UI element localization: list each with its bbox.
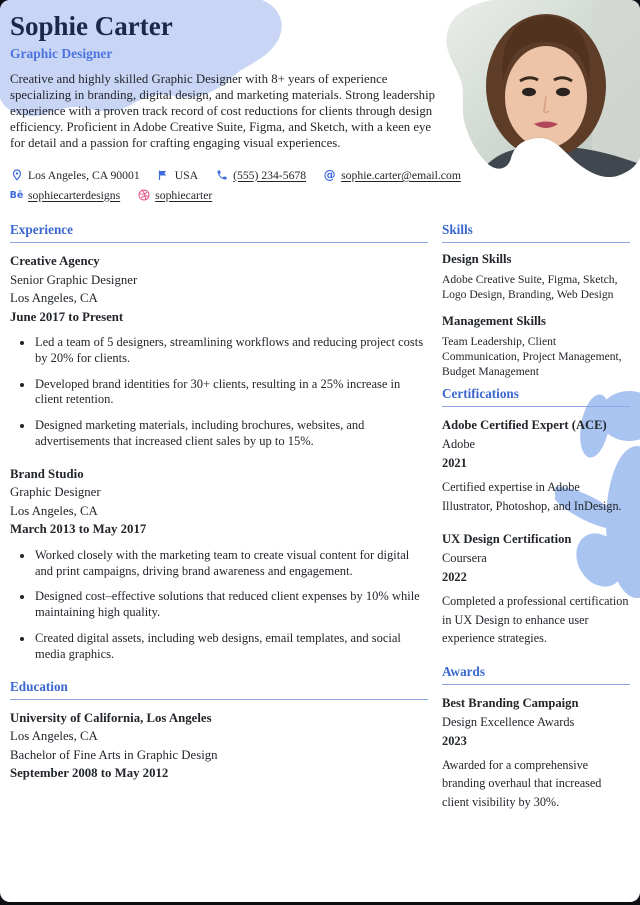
job-location: Los Angeles, CA	[10, 503, 98, 518]
job-title: Graphic Designer	[10, 46, 113, 61]
award-description: Awarded for a comprehensive branding overhaul that increased client visibility by 30%.	[442, 757, 602, 809]
certification-year: 2022	[442, 570, 467, 584]
certification-issuer: Adobe	[442, 437, 476, 451]
contact-location: Los Angeles, CA 90001	[10, 169, 140, 182]
job-dates: June 2017 to Present	[10, 309, 124, 324]
location-pin-icon	[10, 169, 23, 182]
bullet-item: • Designed marketing materials, including brochures, websites, and advertisements that increased client sales by up to 15%.	[34, 418, 428, 450]
contact-dribbble[interactable]: sophiecarter	[137, 189, 212, 202]
job-location: Los Angeles, CA	[10, 291, 98, 305]
experience-heading: Experience	[10, 221, 428, 243]
summary-text: Creative and highly skilled Graphic Designer with 8+ years of experience specializing in branding, digital design, and marketing materials. Strong leadership experience with a proven track record of cost reductions for clients through design efficiency. Proficient in Adobe Creative Suite, Figma, and Sketch, with a keen eye for detail and a passion for crafting engaging visual experiences.	[10, 72, 436, 150]
school-name: University of California, Los Angeles	[10, 710, 212, 725]
skills-list: Adobe Creative Suite, Figma, Sketch, Logo Design, Branding, Web Design	[442, 273, 618, 301]
award-title: Best Branding Campaign	[442, 695, 579, 710]
certification-description: Completed a professional certification in UX Design to enhance user experience strategies.	[442, 594, 629, 645]
phone-icon	[215, 169, 228, 182]
bullet-item: • Led a team of 5 designers, streamlining workflows and reducing project costs by 20% for clients.	[34, 335, 428, 367]
degree: Bachelor of Fine Arts in Graphic Design	[10, 747, 218, 762]
dribbble-icon	[137, 189, 150, 202]
bullet-item: • Worked closely with the marketing team to create visual content for digital and print campaigns, driving brand awareness and engagement.	[34, 548, 428, 580]
certification-year: 2021	[442, 456, 467, 470]
contact-behance[interactable]: Bē sophiecarterdesigns	[9, 188, 121, 202]
job-dates: March 2013 to May 2017	[10, 522, 147, 537]
job-bullets	[10, 548, 428, 663]
skills-group	[442, 252, 630, 302]
certification-issuer: Coursera	[442, 551, 487, 565]
contact-email[interactable]: @ sophie.carter@email.com	[323, 168, 461, 182]
bullet-item: • Developed brand identities for 30+ clients, resulting in a 25% increase in client retention.	[34, 377, 428, 409]
school-location: Los Angeles, CA	[10, 729, 98, 744]
certification-title: Adobe Certified Expert (ACE)	[442, 418, 607, 432]
certification-entry	[442, 416, 630, 515]
award-entry	[442, 694, 630, 812]
bullet-item: • Created digital assets, including web designs, email templates, and social media graphics.	[34, 631, 428, 663]
skills-heading: Skills	[442, 221, 630, 243]
contact-info	[10, 165, 628, 205]
award-year: 2023	[442, 733, 467, 748]
certification-entry	[442, 530, 630, 648]
flag-icon	[157, 169, 170, 182]
certification-title: UX Design Certification	[442, 532, 572, 546]
skills-list: Team Leadership, Client Communication, Project Management, Budget Management	[442, 335, 622, 378]
awards-heading: Awards	[442, 663, 630, 685]
certification-description: Certified expertise in Adobe Illustrator, Photoshop, and InDesign.	[442, 480, 622, 513]
experience-entry	[10, 465, 428, 663]
award-issuer: Design Excellence Awards	[442, 714, 575, 729]
bullet-item: • Designed cost–effective solutions that reduced client expenses by 10% while maintaining high quality.	[34, 589, 428, 621]
education-heading: Education	[10, 678, 428, 700]
certifications-heading: Certifications	[442, 385, 630, 407]
at-sign-icon: @	[323, 168, 336, 182]
job-role: Graphic Designer	[10, 485, 101, 500]
experience-entry	[10, 252, 428, 450]
company-name: Brand Studio	[10, 466, 84, 481]
skills-group	[442, 314, 630, 379]
page-title: Sophie Carter	[10, 11, 173, 41]
skills-group-title: Management Skills	[442, 314, 546, 328]
contact-country: USA	[157, 169, 198, 182]
behance-icon: Bē	[9, 189, 24, 201]
skills-group-title: Design Skills	[442, 252, 512, 266]
company-name: Creative Agency	[10, 254, 100, 268]
contact-phone[interactable]: (555) 234-5678	[215, 169, 306, 182]
job-bullets	[10, 335, 428, 450]
job-role: Senior Graphic Designer	[10, 272, 138, 287]
education-dates: September 2008 to May 2012	[10, 766, 169, 781]
education-entry	[10, 709, 428, 783]
